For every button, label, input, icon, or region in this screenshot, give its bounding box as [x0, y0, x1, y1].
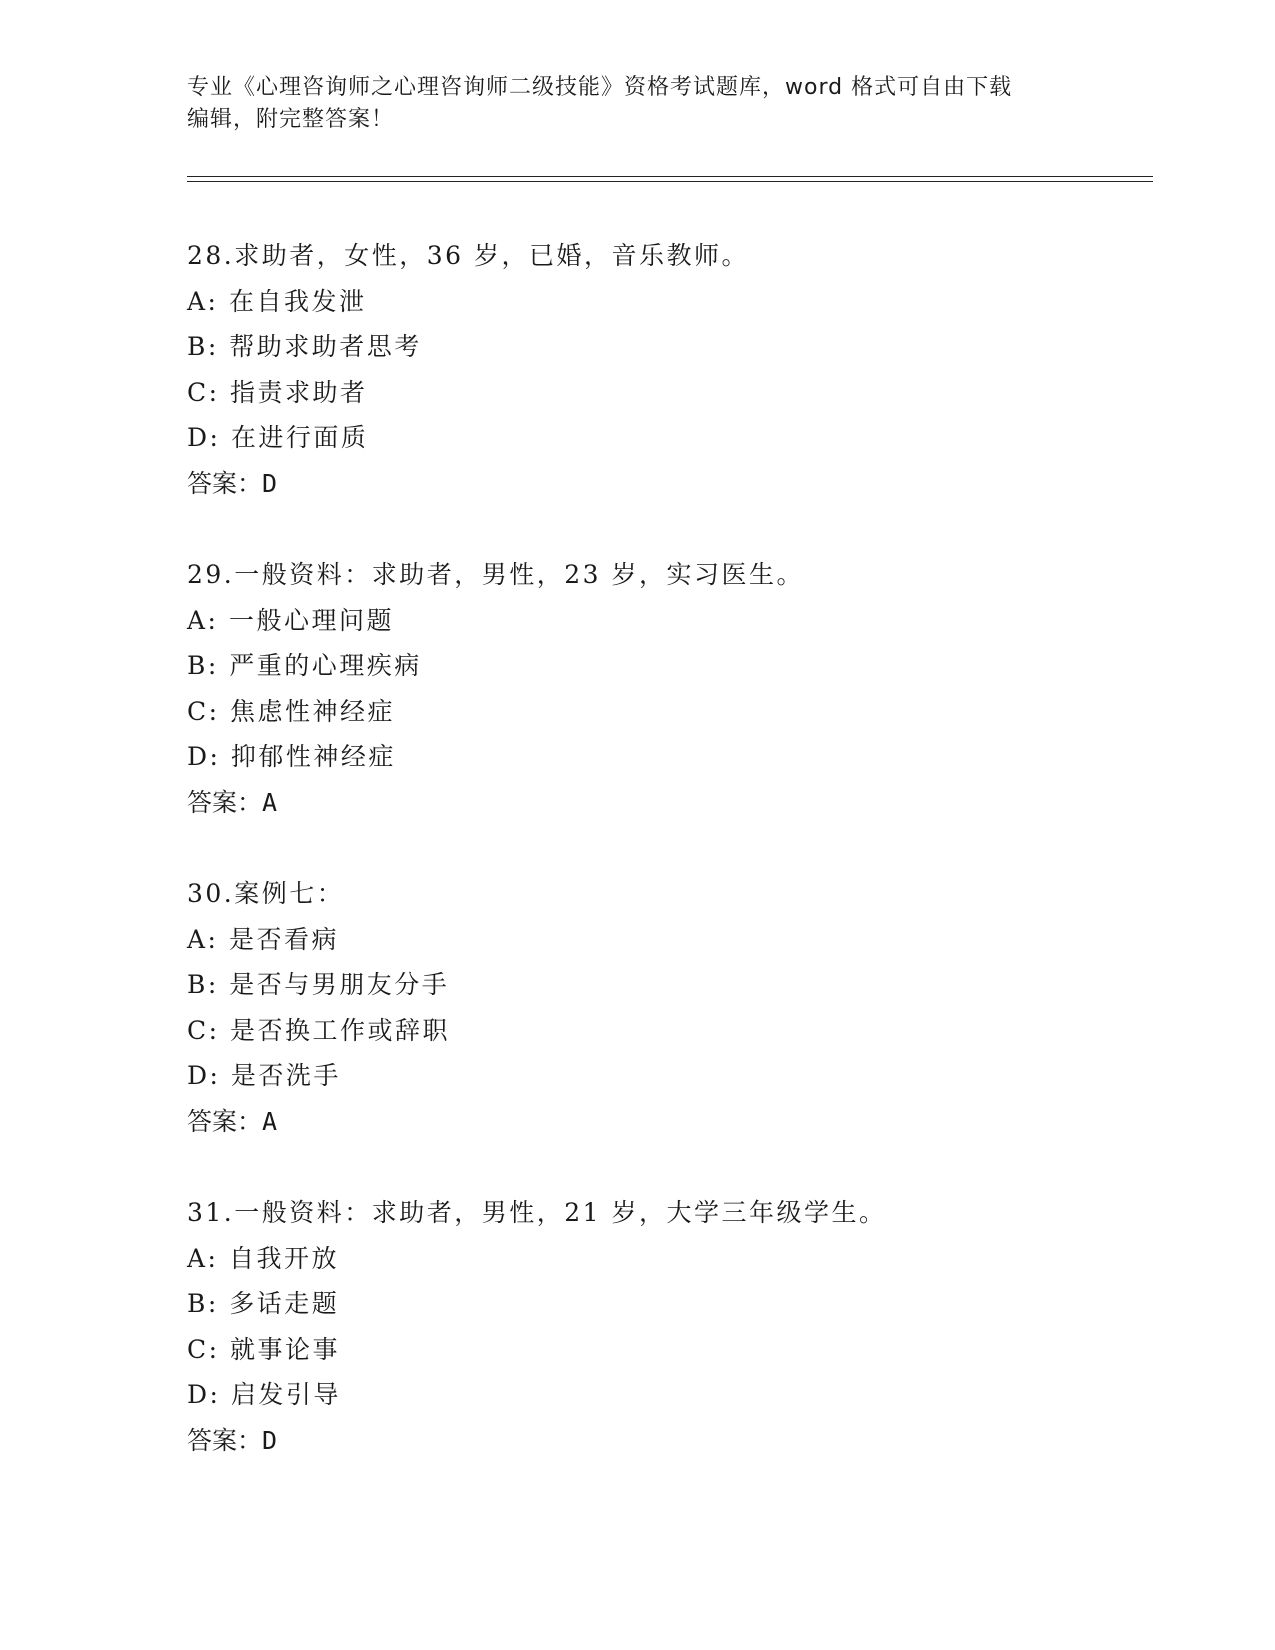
question-text: 求助者，女性，36 岁，已婚，音乐教师。 — [234, 241, 750, 270]
header-divider-top — [187, 176, 1153, 177]
option-text: 是否看病 — [228, 924, 339, 954]
question-number: 30. — [187, 879, 235, 908]
question-text: 案例七： — [234, 879, 345, 908]
option-text: 一般心理问题 — [228, 605, 394, 635]
option-text: 启发引导 — [230, 1380, 341, 1409]
header-line-2: 编辑，附完整答案！ — [187, 107, 395, 132]
answer-label: 答案： — [187, 1425, 263, 1455]
option-text: 是否洗手 — [230, 1061, 341, 1090]
question-text: 一般资料：求助者，男性，21 岁，大学三年级学生。 — [234, 1198, 887, 1227]
answer-value: D — [262, 1425, 278, 1455]
option-d — [187, 415, 1147, 461]
option-a — [187, 917, 1147, 963]
option-c — [187, 689, 1147, 735]
option-d — [187, 1053, 1147, 1099]
option-d — [187, 1372, 1147, 1418]
option-key: D: — [187, 1380, 221, 1409]
option-text: 指责求助者 — [230, 377, 368, 407]
option-b — [187, 324, 1147, 370]
option-c — [187, 370, 1147, 416]
option-key: D: — [187, 423, 221, 452]
option-text: 自我开放 — [228, 1243, 339, 1273]
option-text: 是否与男朋友分手 — [229, 970, 450, 999]
answer-label: 答案： — [187, 1106, 263, 1136]
question-text: 一般资料：求助者，男性，23 岁，实习医生。 — [234, 560, 805, 589]
header-divider-bottom — [187, 181, 1153, 182]
option-key: C: — [187, 1334, 220, 1364]
answer-value: A — [262, 787, 278, 817]
question-stem — [187, 233, 1147, 279]
option-key: B: — [187, 1289, 219, 1318]
question-31 — [187, 1190, 1147, 1463]
option-a — [187, 598, 1147, 644]
option-key: B: — [187, 332, 219, 361]
question-28 — [187, 233, 1147, 506]
option-key: A: — [187, 1243, 219, 1273]
question-29 — [187, 552, 1147, 825]
option-text: 在自我发泄 — [228, 286, 367, 316]
question-number: 28. — [187, 241, 235, 270]
option-c — [187, 1008, 1147, 1054]
option-b — [187, 1281, 1147, 1327]
option-key: B: — [187, 651, 219, 680]
option-key: C: — [187, 377, 220, 407]
option-b — [187, 962, 1147, 1008]
option-text: 多话走题 — [229, 1289, 340, 1318]
option-d — [187, 734, 1147, 780]
option-a — [187, 1236, 1147, 1282]
option-b — [187, 643, 1147, 689]
question-number: 31. — [187, 1198, 235, 1227]
option-text: 焦虑性神经症 — [230, 696, 396, 726]
answer-value: A — [262, 1106, 278, 1136]
option-text: 是否换工作或辞职 — [230, 1015, 451, 1045]
option-key: C: — [187, 696, 220, 726]
option-key: B: — [187, 970, 219, 999]
question-stem — [187, 871, 1147, 917]
option-text: 帮助求助者思考 — [229, 332, 422, 361]
answer-line — [187, 780, 1147, 826]
question-30 — [187, 871, 1147, 1144]
option-text: 抑郁性神经症 — [230, 742, 396, 771]
option-c — [187, 1327, 1147, 1373]
document-header — [187, 72, 1087, 136]
answer-label: 答案： — [187, 468, 263, 498]
question-stem — [187, 1190, 1147, 1236]
header-line-1: 专业《心理咨询师之心理咨询师二级技能》资格考试题库，word 格式可自由下载 — [187, 75, 1013, 100]
option-key: A: — [187, 605, 219, 635]
option-key: D: — [187, 1061, 221, 1090]
option-key: D: — [187, 742, 221, 771]
option-key: A: — [187, 286, 219, 316]
question-stem — [187, 552, 1147, 598]
option-a — [187, 279, 1147, 325]
answer-line — [187, 1099, 1147, 1145]
option-text: 严重的心理疾病 — [229, 651, 422, 680]
question-number: 29. — [187, 560, 235, 589]
option-text: 就事论事 — [230, 1334, 341, 1364]
option-key: A: — [187, 924, 219, 954]
answer-line — [187, 1418, 1147, 1464]
option-text: 在进行面质 — [230, 423, 369, 452]
option-key: C: — [187, 1015, 220, 1045]
answer-label: 答案： — [187, 787, 263, 817]
answer-line — [187, 461, 1147, 507]
answer-value: D — [262, 468, 278, 498]
